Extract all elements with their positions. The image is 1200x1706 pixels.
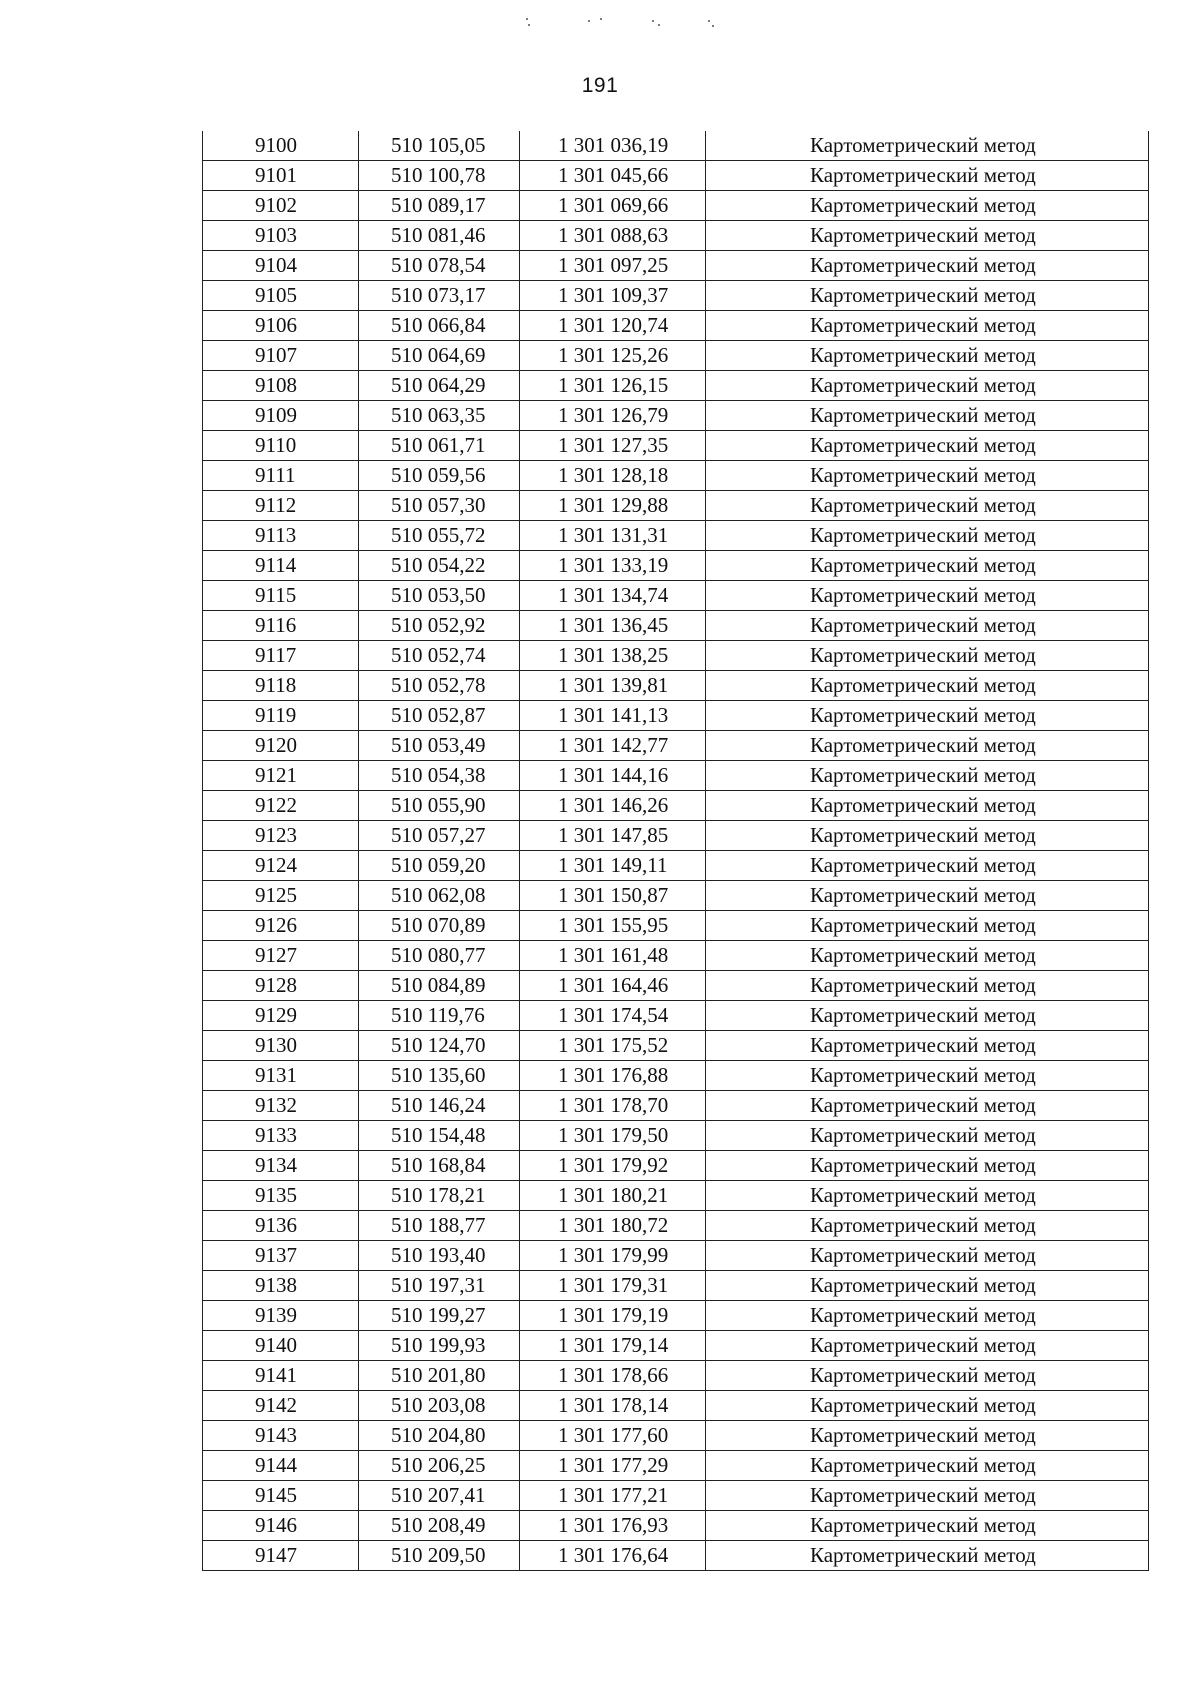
table-row — [203, 1391, 1149, 1421]
y-coordinate-cell: 1 301 177,21 — [520, 1481, 706, 1511]
x-coordinate-cell: 510 070,89 — [359, 911, 520, 941]
y-coordinate-cell: 1 301 125,26 — [520, 341, 706, 371]
y-coordinate-cell: 1 301 146,26 — [520, 791, 706, 821]
method-cell: Картометрический метод — [706, 1211, 1149, 1241]
table-row — [203, 1211, 1149, 1241]
x-coordinate-cell: 510 055,90 — [359, 791, 520, 821]
table-row — [203, 1241, 1149, 1271]
point-number-cell: 9101 — [203, 161, 359, 191]
x-coordinate-cell: 510 119,76 — [359, 1001, 520, 1031]
y-coordinate-cell: 1 301 134,74 — [520, 581, 706, 611]
x-coordinate-cell: 510 061,71 — [359, 431, 520, 461]
point-number-cell: 9141 — [203, 1361, 359, 1391]
point-number-cell: 9137 — [203, 1241, 359, 1271]
table-row — [203, 581, 1149, 611]
y-coordinate-cell: 1 301 178,70 — [520, 1091, 706, 1121]
table-row — [203, 401, 1149, 431]
y-coordinate-cell: 1 301 138,25 — [520, 641, 706, 671]
x-coordinate-cell: 510 055,72 — [359, 521, 520, 551]
point-number-cell: 9144 — [203, 1451, 359, 1481]
y-coordinate-cell: 1 301 147,85 — [520, 821, 706, 851]
point-number-cell: 9125 — [203, 881, 359, 911]
table-row — [203, 791, 1149, 821]
x-coordinate-cell: 510 081,46 — [359, 221, 520, 251]
method-cell: Картометрический метод — [706, 131, 1149, 161]
point-number-cell: 9130 — [203, 1031, 359, 1061]
method-cell: Картометрический метод — [706, 1451, 1149, 1481]
table-row — [203, 431, 1149, 461]
table-row — [203, 881, 1149, 911]
table-row — [203, 191, 1149, 221]
y-coordinate-cell: 1 301 136,45 — [520, 611, 706, 641]
method-cell: Картометрический метод — [706, 1151, 1149, 1181]
y-coordinate-cell: 1 301 177,60 — [520, 1421, 706, 1451]
y-coordinate-cell: 1 301 155,95 — [520, 911, 706, 941]
y-coordinate-cell: 1 301 180,72 — [520, 1211, 706, 1241]
x-coordinate-cell: 510 199,93 — [359, 1331, 520, 1361]
method-cell: Картометрический метод — [706, 731, 1149, 761]
table-row — [203, 251, 1149, 281]
table-row — [203, 1301, 1149, 1331]
point-number-cell: 9118 — [203, 671, 359, 701]
x-coordinate-cell: 510 080,77 — [359, 941, 520, 971]
point-number-cell: 9103 — [203, 221, 359, 251]
point-number-cell: 9142 — [203, 1391, 359, 1421]
method-cell: Картометрический метод — [706, 1511, 1149, 1541]
y-coordinate-cell: 1 301 120,74 — [520, 311, 706, 341]
x-coordinate-cell: 510 053,50 — [359, 581, 520, 611]
table-row — [203, 1271, 1149, 1301]
method-cell: Картометрический метод — [706, 1001, 1149, 1031]
table-row — [203, 371, 1149, 401]
method-cell: Картометрический метод — [706, 401, 1149, 431]
method-cell: Картометрический метод — [706, 791, 1149, 821]
method-cell: Картометрический метод — [706, 161, 1149, 191]
x-coordinate-cell: 510 057,30 — [359, 491, 520, 521]
point-number-cell: 9145 — [203, 1481, 359, 1511]
table-row — [203, 1001, 1149, 1031]
y-coordinate-cell: 1 301 141,13 — [520, 701, 706, 731]
point-number-cell: 9126 — [203, 911, 359, 941]
y-coordinate-cell: 1 301 127,35 — [520, 431, 706, 461]
point-number-cell: 9104 — [203, 251, 359, 281]
y-coordinate-cell: 1 301 176,64 — [520, 1541, 706, 1571]
method-cell: Картометрический метод — [706, 1421, 1149, 1451]
y-coordinate-cell: 1 301 179,92 — [520, 1151, 706, 1181]
method-cell: Картометрический метод — [706, 971, 1149, 1001]
table-row — [203, 341, 1149, 371]
x-coordinate-cell: 510 052,92 — [359, 611, 520, 641]
method-cell: Картометрический метод — [706, 701, 1149, 731]
y-coordinate-cell: 1 301 144,16 — [520, 761, 706, 791]
x-coordinate-cell: 510 053,49 — [359, 731, 520, 761]
y-coordinate-cell: 1 301 036,19 — [520, 131, 706, 161]
table-row — [203, 821, 1149, 851]
x-coordinate-cell: 510 089,17 — [359, 191, 520, 221]
coordinates-table-body — [203, 131, 1149, 1571]
method-cell: Картометрический метод — [706, 221, 1149, 251]
table-row — [203, 311, 1149, 341]
y-coordinate-cell: 1 301 097,25 — [520, 251, 706, 281]
x-coordinate-cell: 510 201,80 — [359, 1361, 520, 1391]
point-number-cell: 9111 — [203, 461, 359, 491]
table-row — [203, 281, 1149, 311]
point-number-cell: 9127 — [203, 941, 359, 971]
point-number-cell: 9147 — [203, 1541, 359, 1571]
x-coordinate-cell: 510 203,08 — [359, 1391, 520, 1421]
x-coordinate-cell: 510 073,17 — [359, 281, 520, 311]
table-row — [203, 131, 1149, 161]
table-row — [203, 551, 1149, 581]
method-cell: Картометрический метод — [706, 341, 1149, 371]
x-coordinate-cell: 510 154,48 — [359, 1121, 520, 1151]
point-number-cell: 9119 — [203, 701, 359, 731]
method-cell: Картометрический метод — [706, 1121, 1149, 1151]
point-number-cell: 9124 — [203, 851, 359, 881]
y-coordinate-cell: 1 301 175,52 — [520, 1031, 706, 1061]
x-coordinate-cell: 510 208,49 — [359, 1511, 520, 1541]
method-cell: Картометрический метод — [706, 281, 1149, 311]
point-number-cell: 9136 — [203, 1211, 359, 1241]
point-number-cell: 9117 — [203, 641, 359, 671]
x-coordinate-cell: 510 063,35 — [359, 401, 520, 431]
x-coordinate-cell: 510 100,78 — [359, 161, 520, 191]
table-row — [203, 701, 1149, 731]
method-cell: Картометрический метод — [706, 1301, 1149, 1331]
y-coordinate-cell: 1 301 126,79 — [520, 401, 706, 431]
table-row — [203, 971, 1149, 1001]
table-row — [203, 761, 1149, 791]
x-coordinate-cell: 510 054,38 — [359, 761, 520, 791]
y-coordinate-cell: 1 301 179,14 — [520, 1331, 706, 1361]
point-number-cell: 9133 — [203, 1121, 359, 1151]
method-cell: Картометрический метод — [706, 761, 1149, 791]
y-coordinate-cell: 1 301 088,63 — [520, 221, 706, 251]
point-number-cell: 9120 — [203, 731, 359, 761]
scan-specks — [520, 12, 740, 42]
y-coordinate-cell: 1 301 174,54 — [520, 1001, 706, 1031]
point-number-cell: 9146 — [203, 1511, 359, 1541]
x-coordinate-cell: 510 206,25 — [359, 1451, 520, 1481]
method-cell: Картометрический метод — [706, 491, 1149, 521]
y-coordinate-cell: 1 301 069,66 — [520, 191, 706, 221]
method-cell: Картометрический метод — [706, 611, 1149, 641]
point-number-cell: 9108 — [203, 371, 359, 401]
y-coordinate-cell: 1 301 164,46 — [520, 971, 706, 1001]
point-number-cell: 9105 — [203, 281, 359, 311]
method-cell: Картометрический метод — [706, 1271, 1149, 1301]
x-coordinate-cell: 510 209,50 — [359, 1541, 520, 1571]
y-coordinate-cell: 1 301 139,81 — [520, 671, 706, 701]
x-coordinate-cell: 510 168,84 — [359, 1151, 520, 1181]
y-coordinate-cell: 1 301 150,87 — [520, 881, 706, 911]
x-coordinate-cell: 510 193,40 — [359, 1241, 520, 1271]
point-number-cell: 9135 — [203, 1181, 359, 1211]
table-row — [203, 221, 1149, 251]
point-number-cell: 9132 — [203, 1091, 359, 1121]
table-row — [203, 1511, 1149, 1541]
method-cell: Картометрический метод — [706, 851, 1149, 881]
method-cell: Картометрический метод — [706, 251, 1149, 281]
method-cell: Картометрический метод — [706, 821, 1149, 851]
method-cell: Картометрический метод — [706, 1091, 1149, 1121]
table-row — [203, 671, 1149, 701]
y-coordinate-cell: 1 301 131,31 — [520, 521, 706, 551]
x-coordinate-cell: 510 146,24 — [359, 1091, 520, 1121]
coordinates-table — [202, 131, 1149, 1571]
x-coordinate-cell: 510 064,29 — [359, 371, 520, 401]
table-row — [203, 1331, 1149, 1361]
method-cell: Картометрический метод — [706, 1031, 1149, 1061]
y-coordinate-cell: 1 301 180,21 — [520, 1181, 706, 1211]
point-number-cell: 9134 — [203, 1151, 359, 1181]
y-coordinate-cell: 1 301 177,29 — [520, 1451, 706, 1481]
method-cell: Картометрический метод — [706, 581, 1149, 611]
y-coordinate-cell: 1 301 179,50 — [520, 1121, 706, 1151]
table-row — [203, 161, 1149, 191]
x-coordinate-cell: 510 124,70 — [359, 1031, 520, 1061]
point-number-cell: 9128 — [203, 971, 359, 1001]
x-coordinate-cell: 510 188,77 — [359, 1211, 520, 1241]
table-row — [203, 491, 1149, 521]
x-coordinate-cell: 510 054,22 — [359, 551, 520, 581]
table-row — [203, 521, 1149, 551]
method-cell: Картометрический метод — [706, 1541, 1149, 1571]
method-cell: Картометрический метод — [706, 641, 1149, 671]
point-number-cell: 9114 — [203, 551, 359, 581]
x-coordinate-cell: 510 059,20 — [359, 851, 520, 881]
x-coordinate-cell: 510 135,60 — [359, 1061, 520, 1091]
x-coordinate-cell: 510 052,74 — [359, 641, 520, 671]
point-number-cell: 9107 — [203, 341, 359, 371]
y-coordinate-cell: 1 301 109,37 — [520, 281, 706, 311]
y-coordinate-cell: 1 301 161,48 — [520, 941, 706, 971]
method-cell: Картометрический метод — [706, 1331, 1149, 1361]
method-cell: Картометрический метод — [706, 521, 1149, 551]
x-coordinate-cell: 510 066,84 — [359, 311, 520, 341]
table-row — [203, 1451, 1149, 1481]
table-row — [203, 911, 1149, 941]
point-number-cell: 9143 — [203, 1421, 359, 1451]
method-cell: Картометрический метод — [706, 881, 1149, 911]
y-coordinate-cell: 1 301 179,99 — [520, 1241, 706, 1271]
point-number-cell: 9110 — [203, 431, 359, 461]
table-row — [203, 1541, 1149, 1571]
point-number-cell: 9113 — [203, 521, 359, 551]
method-cell: Картометрический метод — [706, 1061, 1149, 1091]
point-number-cell: 9121 — [203, 761, 359, 791]
x-coordinate-cell: 510 057,27 — [359, 821, 520, 851]
method-cell: Картометрический метод — [706, 1481, 1149, 1511]
method-cell: Картометрический метод — [706, 1391, 1149, 1421]
table-row — [203, 1361, 1149, 1391]
y-coordinate-cell: 1 301 126,15 — [520, 371, 706, 401]
table-row — [203, 1151, 1149, 1181]
method-cell: Картометрический метод — [706, 371, 1149, 401]
x-coordinate-cell: 510 199,27 — [359, 1301, 520, 1331]
method-cell: Картометрический метод — [706, 671, 1149, 701]
point-number-cell: 9131 — [203, 1061, 359, 1091]
method-cell: Картометрический метод — [706, 551, 1149, 581]
x-coordinate-cell: 510 052,87 — [359, 701, 520, 731]
x-coordinate-cell: 510 062,08 — [359, 881, 520, 911]
x-coordinate-cell: 510 052,78 — [359, 671, 520, 701]
table-row — [203, 1031, 1149, 1061]
point-number-cell: 9102 — [203, 191, 359, 221]
method-cell: Картометрический метод — [706, 1361, 1149, 1391]
x-coordinate-cell: 510 078,54 — [359, 251, 520, 281]
y-coordinate-cell: 1 301 133,19 — [520, 551, 706, 581]
x-coordinate-cell: 510 204,80 — [359, 1421, 520, 1451]
point-number-cell: 9122 — [203, 791, 359, 821]
table-row — [203, 1091, 1149, 1121]
x-coordinate-cell: 510 197,31 — [359, 1271, 520, 1301]
method-cell: Картометрический метод — [706, 1181, 1149, 1211]
y-coordinate-cell: 1 301 178,66 — [520, 1361, 706, 1391]
x-coordinate-cell: 510 105,05 — [359, 131, 520, 161]
x-coordinate-cell: 510 084,89 — [359, 971, 520, 1001]
point-number-cell: 9116 — [203, 611, 359, 641]
method-cell: Картометрический метод — [706, 431, 1149, 461]
point-number-cell: 9112 — [203, 491, 359, 521]
y-coordinate-cell: 1 301 128,18 — [520, 461, 706, 491]
y-coordinate-cell: 1 301 178,14 — [520, 1391, 706, 1421]
y-coordinate-cell: 1 301 176,88 — [520, 1061, 706, 1091]
x-coordinate-cell: 510 178,21 — [359, 1181, 520, 1211]
y-coordinate-cell: 1 301 149,11 — [520, 851, 706, 881]
table-row — [203, 1421, 1149, 1451]
table-row — [203, 1481, 1149, 1511]
table-row — [203, 641, 1149, 671]
method-cell: Картометрический метод — [706, 911, 1149, 941]
point-number-cell: 9115 — [203, 581, 359, 611]
table-row — [203, 1121, 1149, 1151]
point-number-cell: 9100 — [203, 131, 359, 161]
x-coordinate-cell: 510 064,69 — [359, 341, 520, 371]
table-row — [203, 851, 1149, 881]
point-number-cell: 9106 — [203, 311, 359, 341]
y-coordinate-cell: 1 301 045,66 — [520, 161, 706, 191]
table-row — [203, 731, 1149, 761]
page-number: 191 — [581, 74, 619, 97]
y-coordinate-cell: 1 301 176,93 — [520, 1511, 706, 1541]
y-coordinate-cell: 1 301 179,19 — [520, 1301, 706, 1331]
x-coordinate-cell: 510 207,41 — [359, 1481, 520, 1511]
point-number-cell: 9138 — [203, 1271, 359, 1301]
method-cell: Картометрический метод — [706, 311, 1149, 341]
y-coordinate-cell: 1 301 179,31 — [520, 1271, 706, 1301]
y-coordinate-cell: 1 301 142,77 — [520, 731, 706, 761]
table-row — [203, 941, 1149, 971]
coordinates-table-wrapper — [202, 131, 1148, 1571]
table-row — [203, 1181, 1149, 1211]
table-row — [203, 611, 1149, 641]
y-coordinate-cell: 1 301 129,88 — [520, 491, 706, 521]
method-cell: Картометрический метод — [706, 1241, 1149, 1271]
method-cell: Картометрический метод — [706, 191, 1149, 221]
point-number-cell: 9140 — [203, 1331, 359, 1361]
point-number-cell: 9123 — [203, 821, 359, 851]
table-row — [203, 1061, 1149, 1091]
point-number-cell: 9139 — [203, 1301, 359, 1331]
table-row — [203, 461, 1149, 491]
point-number-cell: 9129 — [203, 1001, 359, 1031]
method-cell: Картометрический метод — [706, 941, 1149, 971]
point-number-cell: 9109 — [203, 401, 359, 431]
x-coordinate-cell: 510 059,56 — [359, 461, 520, 491]
method-cell: Картометрический метод — [706, 461, 1149, 491]
